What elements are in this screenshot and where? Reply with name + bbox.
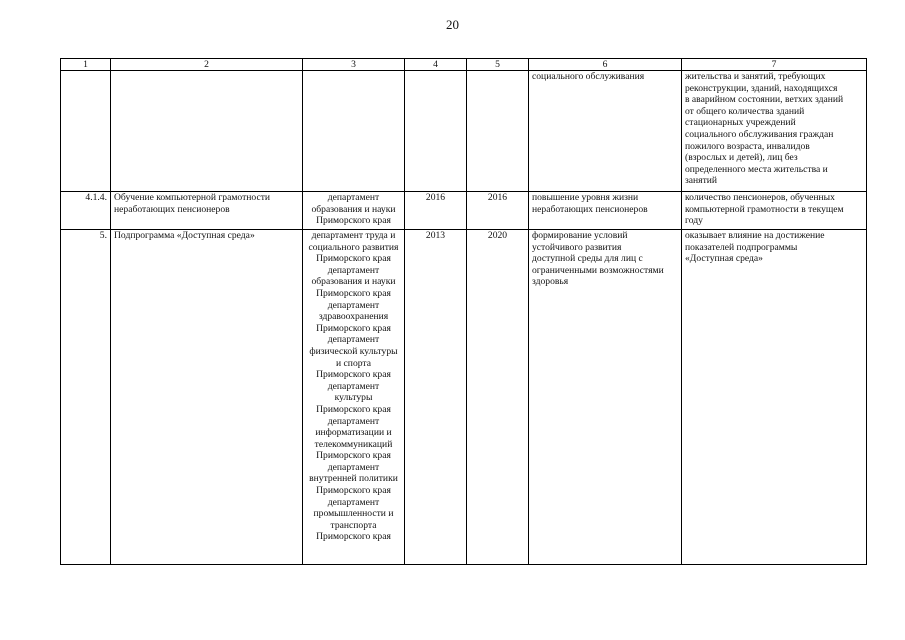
table-row xyxy=(61,192,867,230)
row-start-year: 2016 xyxy=(405,192,467,230)
row-number xyxy=(61,71,111,192)
row-result: повышение уровня жизни неработающих пенсионеров xyxy=(529,192,682,230)
table-row xyxy=(61,71,867,192)
row-number: 4.1.4. xyxy=(61,192,111,230)
column-header-6: 6 xyxy=(529,59,682,71)
row-number: 5. xyxy=(61,230,111,565)
row-indicator: количество пенсионеров, обученных компьютерной грамотности в текущем году xyxy=(682,192,867,230)
program-table xyxy=(60,58,867,565)
column-header-2: 2 xyxy=(111,59,303,71)
row-indicator: оказывает влияние на достижение показателей подпрограммы «Доступная среда» xyxy=(682,230,867,565)
row-result: формирование условий устойчивого развития доступной среды для лиц с ограниченными возможностями здоровья xyxy=(529,230,682,565)
row-end-year: 2016 xyxy=(467,192,529,230)
column-header-3: 3 xyxy=(303,59,405,71)
row-end-year xyxy=(467,71,529,192)
column-header-5: 5 xyxy=(467,59,529,71)
column-header-4: 4 xyxy=(405,59,467,71)
header-row xyxy=(61,59,867,71)
row-start-year: 2013 xyxy=(405,230,467,565)
row-executor xyxy=(303,71,405,192)
column-header-7: 7 xyxy=(682,59,867,71)
column-header-1: 1 xyxy=(61,59,111,71)
row-name xyxy=(111,71,303,192)
page-number: 20 xyxy=(446,17,459,32)
row-result: социального обслуживания xyxy=(529,71,682,192)
row-name: Подпрограмма «Доступная среда» xyxy=(111,230,303,565)
table-row xyxy=(61,230,867,565)
row-executor: департамент труда и социального развития Приморского края департамент образования и науки Приморского края департамент здравоохранения Приморского края департамент физической культуры и спорта Приморского края департамент культуры Приморского края департамент информатизации и телекоммуникаций Приморского края департамент внутренней политики Приморского края департамент промышленности и транспорта Приморского края xyxy=(303,230,405,565)
row-start-year xyxy=(405,71,467,192)
row-indicator: жительства и занятий, требующих реконструкции, зданий, находящихся в аварийном состоянии, ветхих зданий от общего количества зданий стационарных учреждений социального обслуживания граждан пожилого возраста, инвалидов (взрослых и детей), лиц без определенного места жительства и занятий xyxy=(682,71,867,192)
row-name: Обучение компьютерной грамотности неработающих пенсионеров xyxy=(111,192,303,230)
row-executor: департамент образования и науки Приморского края xyxy=(303,192,405,230)
row-end-year: 2020 xyxy=(467,230,529,565)
